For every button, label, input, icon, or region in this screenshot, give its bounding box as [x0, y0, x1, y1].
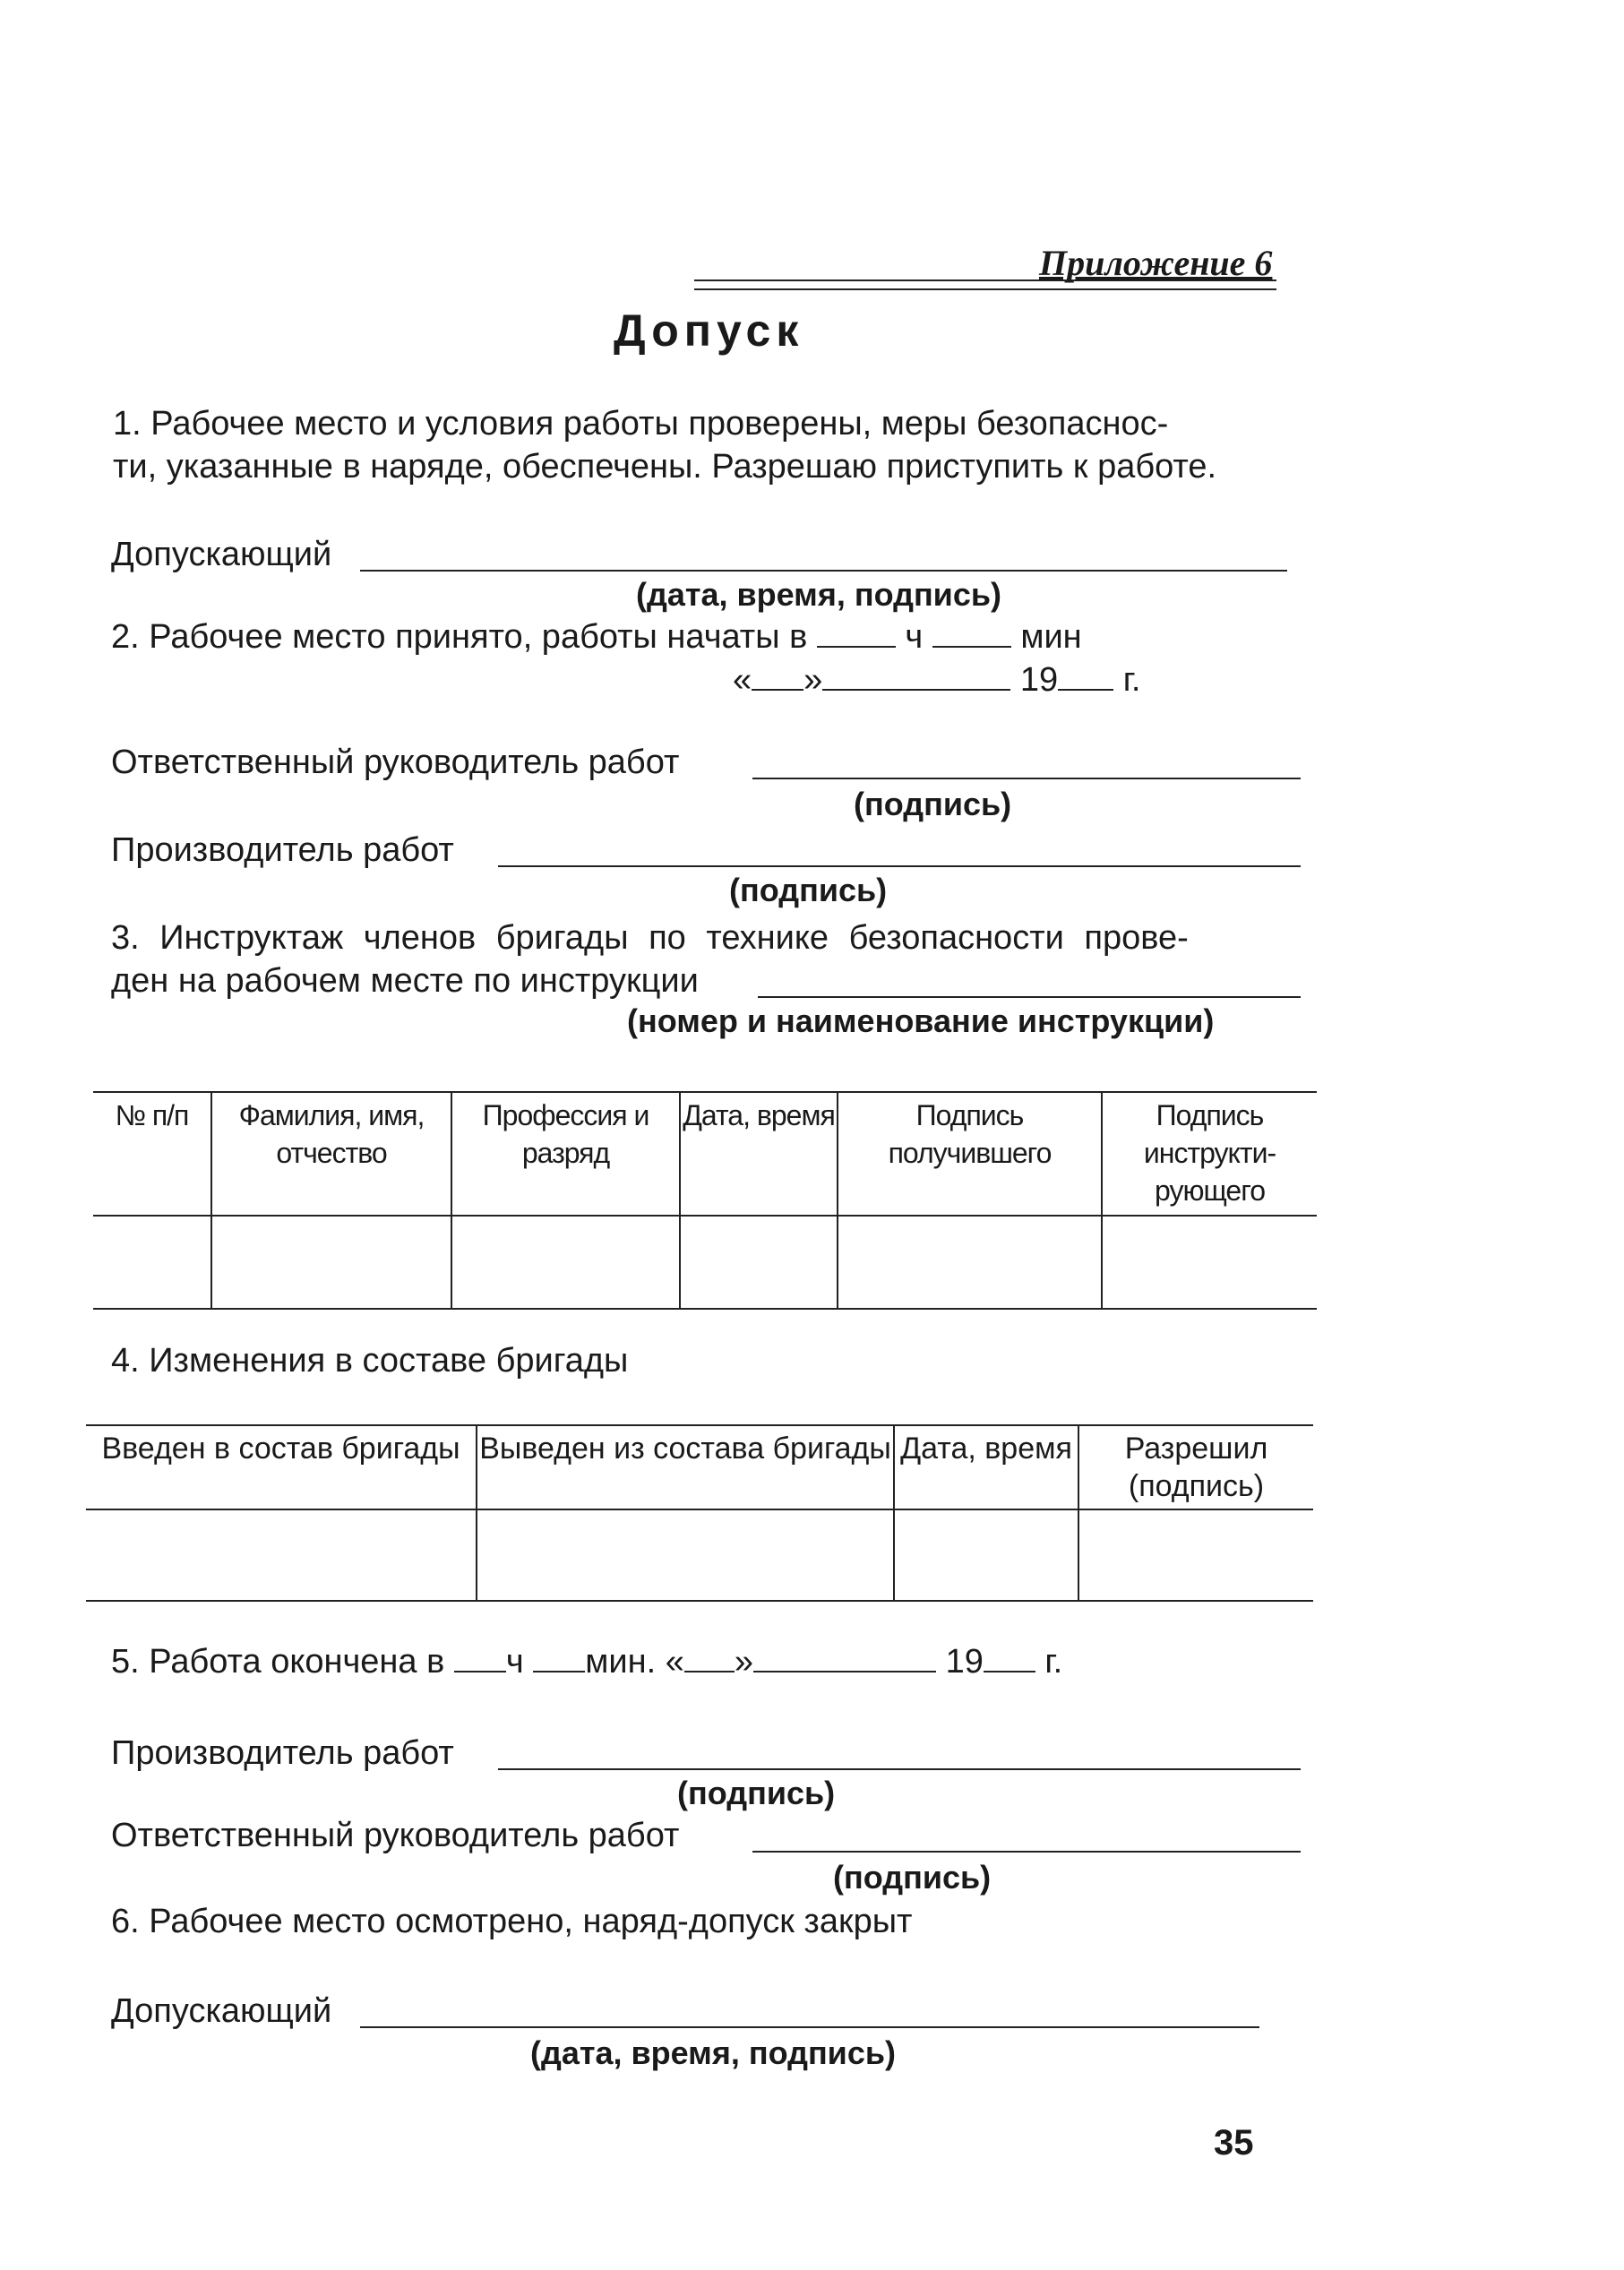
work-producer-caption: (подпись) [729, 872, 888, 908]
col-full-name-header: Фамилия, имя, отчество [211, 1092, 451, 1216]
table-cell[interactable] [680, 1216, 838, 1309]
table-cell[interactable] [1078, 1509, 1313, 1601]
briefing-table-header [93, 1092, 1317, 1216]
table-cell[interactable] [1102, 1216, 1317, 1309]
section1-line1: 1. Рабочее место и условия работы проверены, меры безопаснос- [113, 405, 1169, 443]
end-quote-open: « [665, 1643, 684, 1681]
section6-line: 6. Рабочее место осмотрено, наряд-допуск закрыт [111, 1903, 913, 1940]
section3-line2: ден на рабочем месте по инструкции [111, 962, 699, 1000]
quote-open: « [733, 661, 752, 699]
final-issuer-signature-field[interactable] [360, 2026, 1259, 2028]
end-work-producer-label: Производитель работ [111, 1734, 454, 1772]
crew-changes-table [86, 1424, 1313, 1602]
instruction-field[interactable] [758, 996, 1301, 998]
end-month-field[interactable] [753, 1644, 936, 1672]
start-minutes-field[interactable] [932, 619, 1011, 648]
appendix-label: Приложение 6 [1039, 243, 1273, 283]
col-datetime-header: Дата, время [680, 1092, 838, 1216]
end-day-field[interactable] [684, 1644, 735, 1672]
table-cell[interactable] [894, 1509, 1078, 1601]
header-rule-bottom [694, 288, 1276, 290]
year-prefix: 19 [1019, 661, 1059, 699]
table-row [86, 1509, 1313, 1601]
start-month-field[interactable] [822, 662, 1010, 691]
end-work-producer-signature-field[interactable] [498, 1768, 1301, 1770]
end-hours-field[interactable] [454, 1644, 506, 1672]
col-instructor-signature-header: Подпись инструкти-рующего [1102, 1092, 1317, 1216]
end-quote-close: » [734, 1643, 753, 1681]
table-row [93, 1216, 1317, 1309]
section2-prefix: 2. Рабочее место принято, работы начаты в [111, 618, 808, 656]
start-day-field[interactable] [752, 662, 803, 691]
section5-end-line [111, 1641, 1062, 1682]
responsible-manager-signature-field[interactable] [752, 778, 1301, 779]
col-recipient-signature-header: Подпись получившего [838, 1092, 1102, 1216]
document-title: Допуск [614, 305, 804, 356]
issuer-signature-field[interactable] [360, 570, 1287, 572]
end-year-suffix: г. [1044, 1643, 1063, 1681]
end-hours-unit: ч [505, 1643, 524, 1681]
col-authorized-header: Разрешил (подпись) [1078, 1425, 1313, 1509]
start-hours-field[interactable] [817, 619, 896, 648]
end-year-prefix: 19 [945, 1643, 984, 1681]
final-issuer-caption: (дата, время, подпись) [530, 2034, 896, 2071]
col-added-header: Введен в состав бригады [101, 1432, 460, 1466]
quote-close: » [803, 661, 823, 699]
issuer-label: Допускающий [111, 536, 332, 573]
page-number: 35 [1214, 2123, 1254, 2163]
end-responsible-manager-signature-field[interactable] [752, 1851, 1301, 1853]
table-cell[interactable] [838, 1216, 1102, 1309]
col-number-header: № п/п [115, 1099, 189, 1131]
end-minutes-unit: мин. [585, 1643, 657, 1681]
responsible-manager-label: Ответственный руководитель работ [111, 744, 680, 781]
table-cell[interactable] [86, 1509, 477, 1601]
col-profession-header: Профессия и разряд [451, 1092, 680, 1216]
section3-line1: 3. Инструктаж членов бригады по технике безопасности прове- [111, 919, 1189, 957]
section2-start-line [111, 616, 1082, 658]
responsible-manager-caption: (подпись) [854, 786, 1012, 822]
col-removed-header: Выведен из состава бригады [477, 1425, 894, 1509]
table-cell[interactable] [451, 1216, 680, 1309]
work-producer-label: Производитель работ [111, 831, 454, 869]
table-cell[interactable] [93, 1216, 211, 1309]
issuer-caption: (дата, время, подпись) [636, 576, 1001, 613]
table-cell[interactable] [477, 1509, 894, 1601]
briefing-table [93, 1091, 1317, 1310]
end-responsible-manager-label: Ответственный руководитель работ [111, 1817, 680, 1854]
end-year-field[interactable] [984, 1644, 1035, 1672]
start-year-field[interactable] [1058, 662, 1113, 691]
section1-line2: ти, указанные в наряде, обеспечены. Разрешаю приступить к работе. [113, 448, 1217, 486]
final-issuer-label: Допускающий [111, 1992, 332, 2030]
section5-prefix: 5. Работа окончена в [111, 1643, 445, 1681]
year-suffix: г. [1122, 661, 1141, 699]
col-date-header: Дата, время [894, 1425, 1078, 1509]
section4-heading: 4. Изменения в составе бригады [111, 1342, 629, 1380]
end-responsible-manager-caption: (подпись) [833, 1859, 992, 1896]
table-cell[interactable] [211, 1216, 451, 1309]
hours-unit: ч [905, 618, 924, 656]
crew-changes-table-header [86, 1425, 1313, 1509]
section2-date-line [733, 659, 1140, 701]
work-producer-signature-field[interactable] [498, 865, 1301, 867]
end-work-producer-caption: (подпись) [677, 1775, 836, 1811]
minutes-unit: мин [1020, 618, 1082, 656]
end-minutes-field[interactable] [533, 1644, 585, 1672]
instruction-caption: (номер и наименование инструкции) [627, 1002, 1215, 1039]
